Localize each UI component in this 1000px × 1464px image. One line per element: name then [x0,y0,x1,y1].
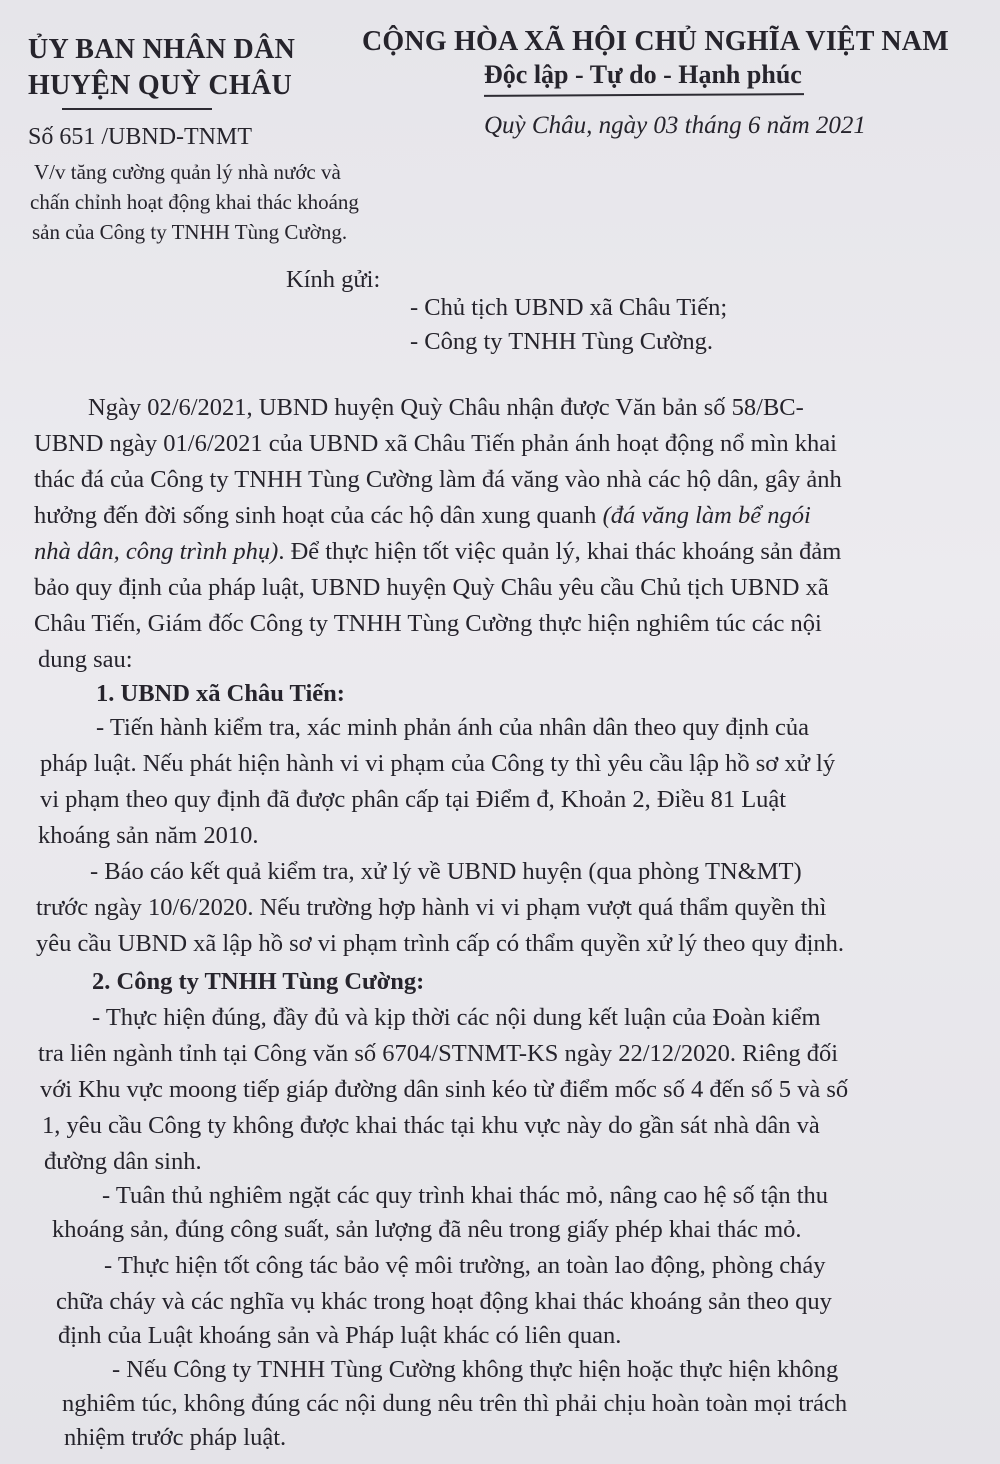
body-line: vi phạm theo quy định đã được phân cấp tại Điểm đ, Khoản 2, Điều 81 Luật [40,786,787,813]
section-heading: 2. Công ty TNHH Tùng Cường: [92,968,425,995]
recipient: - Chủ tịch UBND xã Châu Tiến; [410,294,728,321]
body-line: Ngày 02/6/2021, UBND huyện Quỳ Châu nhận được Văn bản số 58/BC- [88,394,804,421]
subject-line: V/v tăng cường quản lý nhà nước và [34,160,341,184]
greeting: Kính gửi: [286,266,381,293]
place-date: Quỳ Châu, ngày 03 tháng 6 năm 2021 [484,112,866,139]
subject-line: sản của Công ty TNHH Tùng Cường. [32,220,348,244]
motto: Độc lập - Tự do - Hạnh phúc [484,60,802,89]
body-line: khoáng sản, đúng công suất, sản lượng đã nêu trong giấy phép khai thác mỏ. [52,1216,802,1243]
body-italic-span: (đá văng làm bể ngói [602,502,811,529]
body-line: - Thực hiện đúng, đầy đủ và kịp thời các nội dung kết luận của Đoàn kiểm [92,1004,821,1031]
org-underline [62,108,212,110]
body-line: - Thực hiện tốt công tác bảo vệ môi trường, an toàn lao động, phòng cháy [104,1252,826,1279]
body-line [34,502,811,530]
body-line: bảo quy định của pháp luật, UBND huyện Quỳ Châu yêu cầu Chủ tịch UBND xã [34,574,829,601]
body-line: 1, yêu cầu Công ty không được khai thác tại khu vực này do gần sát nhà dân và [42,1112,820,1139]
body-line: dung sau: [38,646,133,673]
body-line: trước ngày 10/6/2020. Nếu trường hợp hành vi vi phạm vượt quá thẩm quyền thì [36,894,827,921]
body-line [34,538,841,566]
body-line: chữa cháy và các nghĩa vụ khác trong hoạt động khai thác khoáng sản theo quy [56,1288,832,1315]
section-heading: 1. UBND xã Châu Tiến: [96,680,345,707]
document-number: Số 651 /UBND-TNMT [28,124,253,150]
motto-underline [484,93,804,97]
body-line: yêu cầu UBND xã lập hồ sơ vi phạm trình cấp có thẩm quyền xử lý theo quy định. [36,930,845,957]
body-line: - Tuân thủ nghiêm ngặt các quy trình khai thác mỏ, nâng cao hệ số tận thu [102,1182,829,1209]
body-line: đường dân sinh. [44,1148,202,1175]
body-line: nghiêm túc, không đúng các nội dung nêu trên thì phải chịu hoàn toàn mọi trách [62,1390,848,1417]
org-name-line2: HUYỆN QUỲ CHÂU [28,70,292,101]
body-line: - Báo cáo kết quả kiểm tra, xử lý về UBND huyện (qua phòng TN&MT) [90,858,802,885]
nation-title: CỘNG HÒA XÃ HỘI CHỦ NGHĨA VIỆT NAM [362,26,949,57]
body-line: - Nếu Công ty TNHH Tùng Cường không thực hiện hoặc thực hiện không [112,1356,839,1383]
body-line: Châu Tiến, Giám đốc Công ty TNHH Tùng Cường thực hiện nghiêm túc các nội [34,610,822,637]
body-line: tra liên ngành tỉnh tại Công văn số 6704/STNMT-KS ngày 22/12/2020. Riêng đối [38,1040,839,1067]
body-line: nhiệm trước pháp luật. [64,1424,287,1451]
body-line: UBND ngày 01/6/2021 của UBND xã Châu Tiến phản ánh hoạt động nổ mìn khai [34,430,837,457]
body-line: với Khu vực moong tiếp giáp đường dân sinh kéo từ điểm mốc số 4 đến số 5 và số [40,1076,849,1103]
recipient: - Công ty TNHH Tùng Cường. [410,328,714,355]
body-line: khoáng sản năm 2010. [38,822,259,849]
body-text-span: . Để thực hiện tốt việc quản lý, khai thác khoáng sản đảm [278,538,842,565]
subject-line: chấn chỉnh hoạt động khai thác khoáng [30,190,359,214]
body-line: thác đá của Công ty TNHH Tùng Cường làm đá văng vào nhà các hộ dân, gây ảnh [34,466,842,493]
body-line: định của Luật khoáng sản và Pháp luật khác có liên quan. [58,1322,622,1349]
body-italic-span: nhà dân, công trình phụ) [34,538,279,565]
body-text-span: hưởng đến đời sống sinh hoạt của các hộ dân xung quanh [34,502,603,529]
body-line: pháp luật. Nếu phát hiện hành vi vi phạm của Công ty thì yêu cầu lập hồ sơ xử lý [40,750,836,777]
org-name-line1: ỦY BAN NHÂN DÂN [28,34,296,65]
body-line: - Tiến hành kiểm tra, xác minh phản ánh của nhân dân theo quy định của [96,714,810,741]
